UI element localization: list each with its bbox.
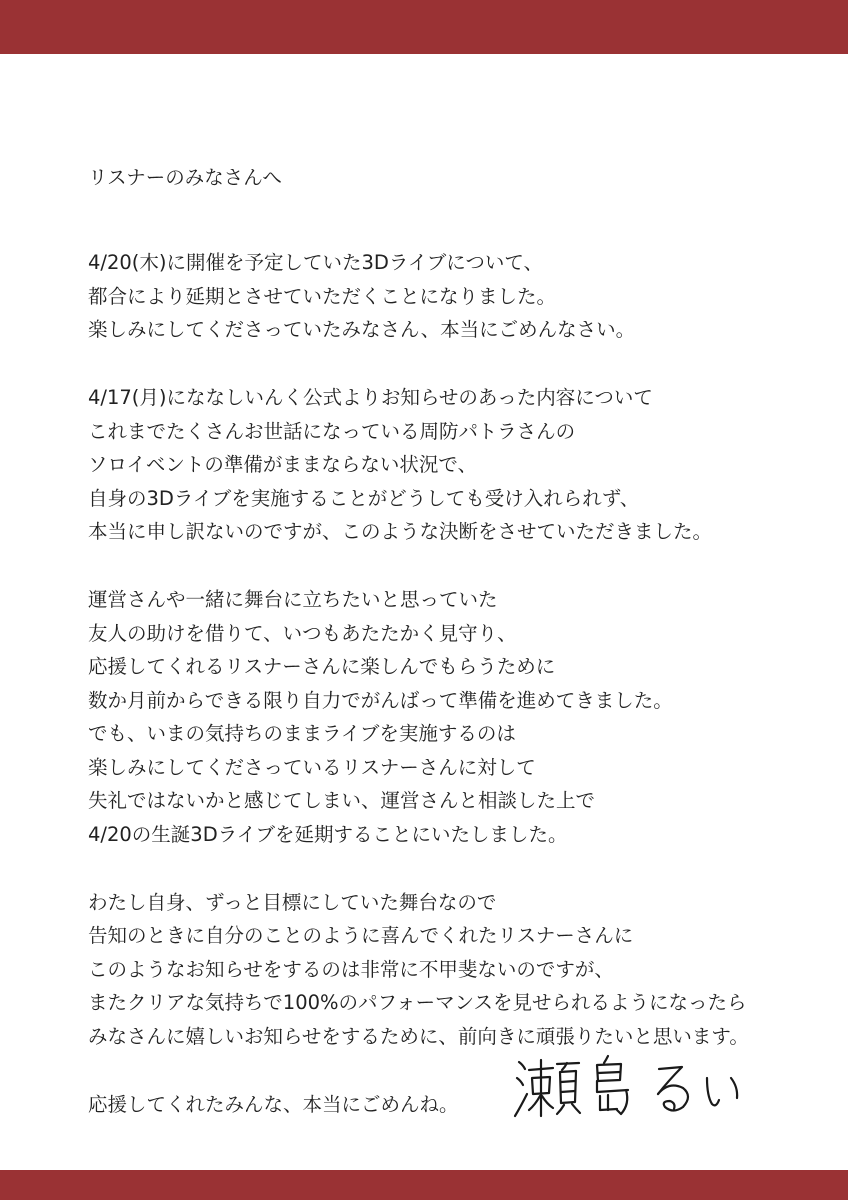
letter-paragraph xyxy=(88,886,808,1054)
letter-line: 告知のときに自分のことのように喜んでくれたリスナーさんに xyxy=(88,924,634,947)
letter-line: またクリアな気持ちで100%のパフォーマンスを見せられるようになったら xyxy=(88,991,747,1014)
letter-line: 都合により延期とさせていただくことになりました。 xyxy=(88,284,557,308)
letter-line: わたし自身、ずっと目標にしていた舞台なので xyxy=(88,890,497,914)
letter-line: みなさんに嬉しいお知らせをするために、前向きに頑張りたいと思います。 xyxy=(88,1024,749,1048)
letter-paragraph xyxy=(88,246,808,347)
letter-paragraph xyxy=(88,583,808,851)
letter-line: 運営さんや一緒に舞台に立ちたいと思っていた xyxy=(88,588,498,611)
letter-paragraph xyxy=(88,381,808,549)
letter-line: 応援してくれるリスナーさんに楽しんでもらうために xyxy=(88,655,556,678)
letter-line: 失礼ではないかと感じてしまい、運営さんと相談した上で xyxy=(88,789,596,812)
letter-line: 4/20の生誕3Dライブを延期することにいたしました。 xyxy=(88,822,568,846)
letter-greeting: リスナーのみなさんへ xyxy=(88,166,282,189)
letter-line: 本当に申し訳ないのですが、このような決断をさせていただきました。 xyxy=(88,520,713,543)
letter-line: このようなお知らせをするのは非常に不甲斐ないのですが、 xyxy=(88,957,614,981)
letter-line: でも、いまの気持ちのままライブを実施するのは xyxy=(88,722,516,745)
handwritten-signature xyxy=(505,1038,765,1128)
letter-line: ソロイベントの準備がままならない状況で、 xyxy=(88,453,478,476)
letter-line: 4/20(木)に開催を予定していた3Dライブについて、 xyxy=(88,251,543,274)
letter-line: 友人の助けを借りて、いつもあたたかく見守り、 xyxy=(88,621,517,645)
top-accent-bar xyxy=(0,0,848,54)
letter-line: 4/17(月)にななしいんく公式よりお知らせのあった内容について xyxy=(88,386,653,409)
letter-line: 応援してくれたみんな、本当にごめんね。 xyxy=(88,1092,459,1116)
letter-line: これまでたくさんお世話になっている周防パトラさんの xyxy=(88,419,576,443)
letter-body xyxy=(88,160,808,1156)
bottom-accent-bar xyxy=(0,1170,848,1200)
letter-line: 数か月前からできる限り自力でがんばって準備を進めてきました。 xyxy=(88,688,673,712)
letter-line: 楽しみにしてくださっていたみなさん、本当にごめんなさい。 xyxy=(88,318,636,341)
letter-line: 自身の3Dライブを実施することがどうしても受け入れられず、 xyxy=(88,486,640,510)
letter-line: 楽しみにしてくださっているリスナーさんに対して xyxy=(88,755,536,779)
